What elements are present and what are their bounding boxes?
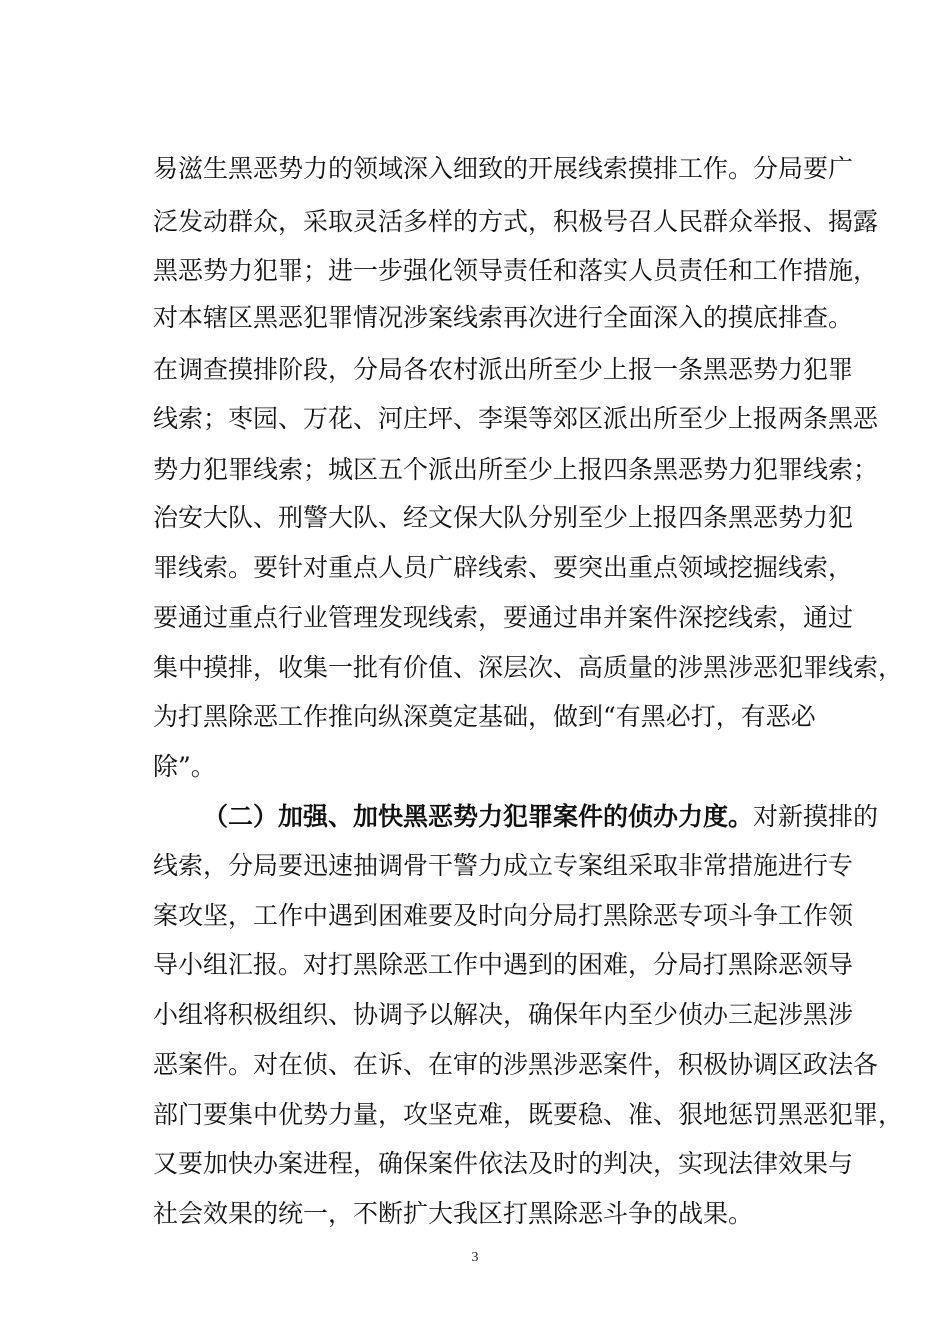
paragraph-line: 治安大队、刑警大队、经文保大队分别至少上报四条黑恶势力犯	[153, 503, 854, 532]
paragraph-line: 线索，分局要迅速抽调骨干警力成立专案组采取非常措施进行专	[153, 851, 854, 880]
heading-line-continuation: 对新摸排的	[753, 802, 879, 831]
paragraph-line: 小组将积极组织、协调予以解决，确保年内至少侦办三起涉黑涉	[153, 1000, 854, 1029]
paragraph-line: 社会效果的统一，不断扩大我区打黑除恶斗争的战果。	[153, 1199, 754, 1228]
paragraph-line: 势力犯罪线索；城区五个派出所至少上报四条黑恶势力犯罪线索；	[153, 455, 879, 484]
paragraph-line: 罪线索。要针对重点人员广辟线索、要突出重点领域挖掘线索，	[153, 553, 854, 582]
paragraph-line: 部门要集中优势力量，攻坚克难，既要稳、准、狠地惩罚黑恶犯罪，	[153, 1100, 904, 1129]
page-number: 3	[471, 1250, 479, 1265]
paragraph-line: 黑恶势力犯罪；进一步强化领导责任和落实人员责任和工作措施，	[153, 256, 879, 285]
paragraph-line: 又要加快办案进程，确保案件依法及时的判决，实现法律效果与	[153, 1149, 854, 1178]
paragraph-line: 集中摸排，收集一批有价值、深层次、高质量的涉黑涉恶犯罪线索，	[153, 653, 904, 682]
paragraph-line: 泛发动群众，采取灵活多样的方式，积极号召人民群众举报、揭露	[153, 207, 879, 236]
paragraph-line: 为打黑除恶工作推向纵深奠定基础，做到“有黑必打，有恶必	[153, 702, 816, 731]
paragraph-line: 对本辖区黑恶犯罪情况涉案线索再次进行全面深入的摸底排查。	[153, 303, 854, 332]
paragraph-line: 要通过重点行业管理发现线索，要通过串并案件深挖线索，通过	[153, 603, 854, 632]
paragraph-line: 线索；枣园、万花、河庄坪、李渠等郊区派出所至少上报两条黑恶	[153, 404, 879, 433]
paragraph-line: 恶案件。对在侦、在诉、在审的涉黑涉恶案件，积极协调区政法各	[153, 1050, 879, 1079]
paragraph-line: 案攻坚，工作中遇到困难要及时向分局打黑除恶专项斗争工作领	[153, 901, 854, 930]
paragraph-line: 除”。	[153, 752, 216, 781]
paragraph-line: 在调查摸排阶段，分局各农村派出所至少上报一条黑恶势力犯罪	[153, 355, 854, 384]
paragraph-line: 导小组汇报。对打黑除恶工作中遇到的困难，分局打黑除恶领导	[153, 950, 854, 979]
paragraph-line: 易滋生黑恶势力的领域深入细致的开展线索摸排工作。分局要广	[153, 154, 854, 183]
section-heading-line	[203, 802, 879, 832]
section-heading: （二）加强、加快黑恶势力犯罪案件的侦办力度。	[203, 802, 754, 831]
